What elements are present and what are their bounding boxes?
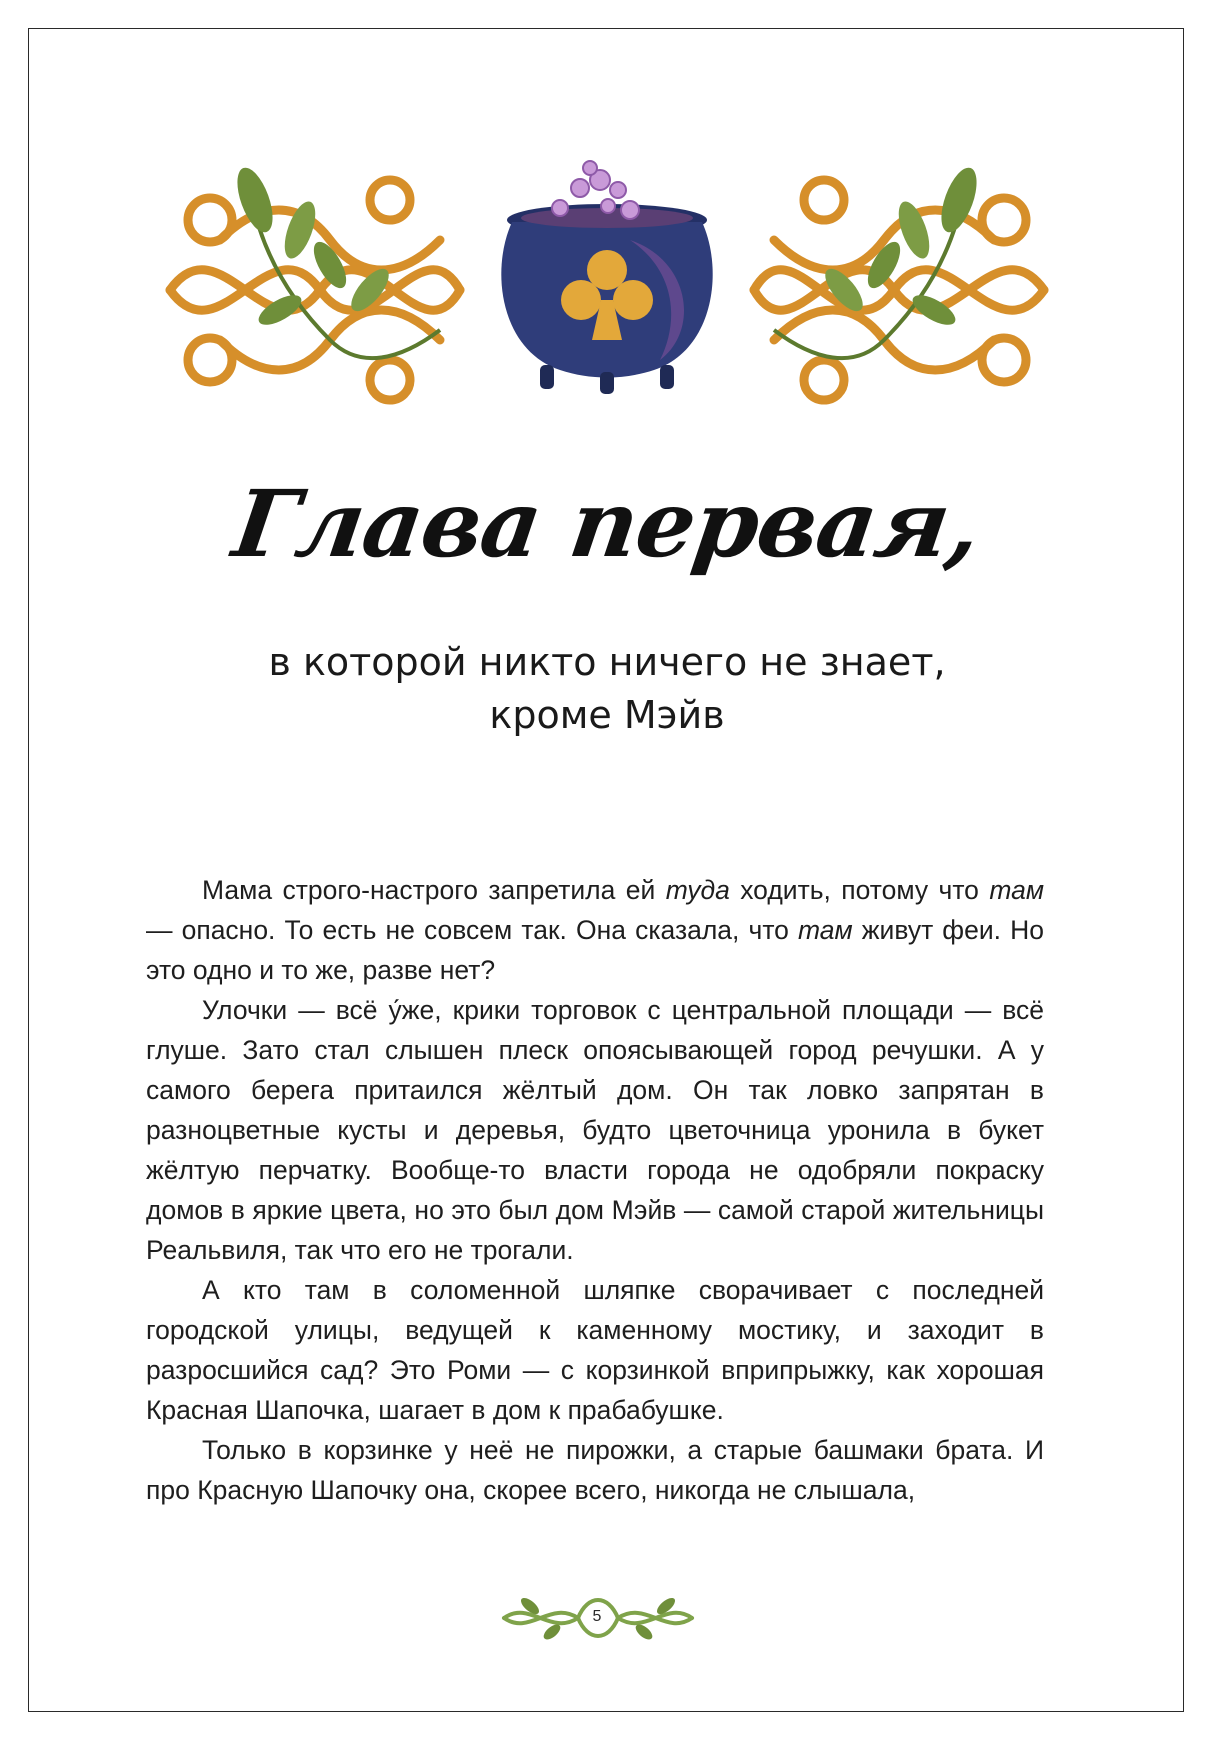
subtitle-line-1: в которой никто ничего не знает, — [268, 640, 946, 684]
chapter-title: Глава первая, — [227, 470, 987, 578]
paragraph-4: Только в корзинке у неё не пирожки, а старые башмаки брата. И про Красную Шапочку она, скорее всего, никогда не слышала, — [146, 1435, 1044, 1505]
subtitle-line-2: кроме Мэйв — [489, 693, 725, 737]
paragraph-2: Улочки — всё у́же, крики торговок с центральной площади — всё глуше. Зато стал слышен плеск опоясывающей город речушки. А у самого берега притаился жёлтый дом. Он так ловко запрятан в разноцветные кусты и деревья, будто цветочница уронила в букет жёлтую перчатку. Вообще-то власти города не одобряли покраску домов в яркие цвета, но это был дом Мэйв — самой старой жительницы Реальвиля, так что его не трогали. — [146, 995, 1044, 1265]
body-text — [146, 870, 1044, 1510]
cauldron-icon — [501, 161, 712, 394]
paragraph-1-italic-3: там — [798, 915, 853, 945]
chapter-subtitle — [0, 636, 1214, 742]
cauldron-ornament-icon — [160, 160, 1054, 420]
paragraph-1-text-2: ходить, потому что — [729, 875, 990, 905]
paragraph-1-italic-1: туда — [665, 875, 730, 905]
paragraph-1-text-4: живут феи. Но это одно и то же, разве нет? — [146, 915, 1044, 985]
paragraph-1 — [146, 870, 1044, 990]
paragraph-1-italic-2: там — [989, 875, 1044, 905]
paragraph-1-text-1: Мама строго-настрого запретила ей — [202, 875, 666, 905]
paragraph-1-text-3: — опасно. То есть не совсем так. Она сказала, что — [146, 915, 798, 945]
page-number: 5 — [592, 1608, 602, 1625]
paragraph-3: А кто там в соломенной шляпке сворачивает с последней городской улицы, ведущей к каменному мостику, и заходит в разросшийся сад? Это Роми — с корзинкой вприпрыжку, как хорошая Красная Шапочка, шагает в дом к прабабушке. — [146, 1275, 1044, 1425]
